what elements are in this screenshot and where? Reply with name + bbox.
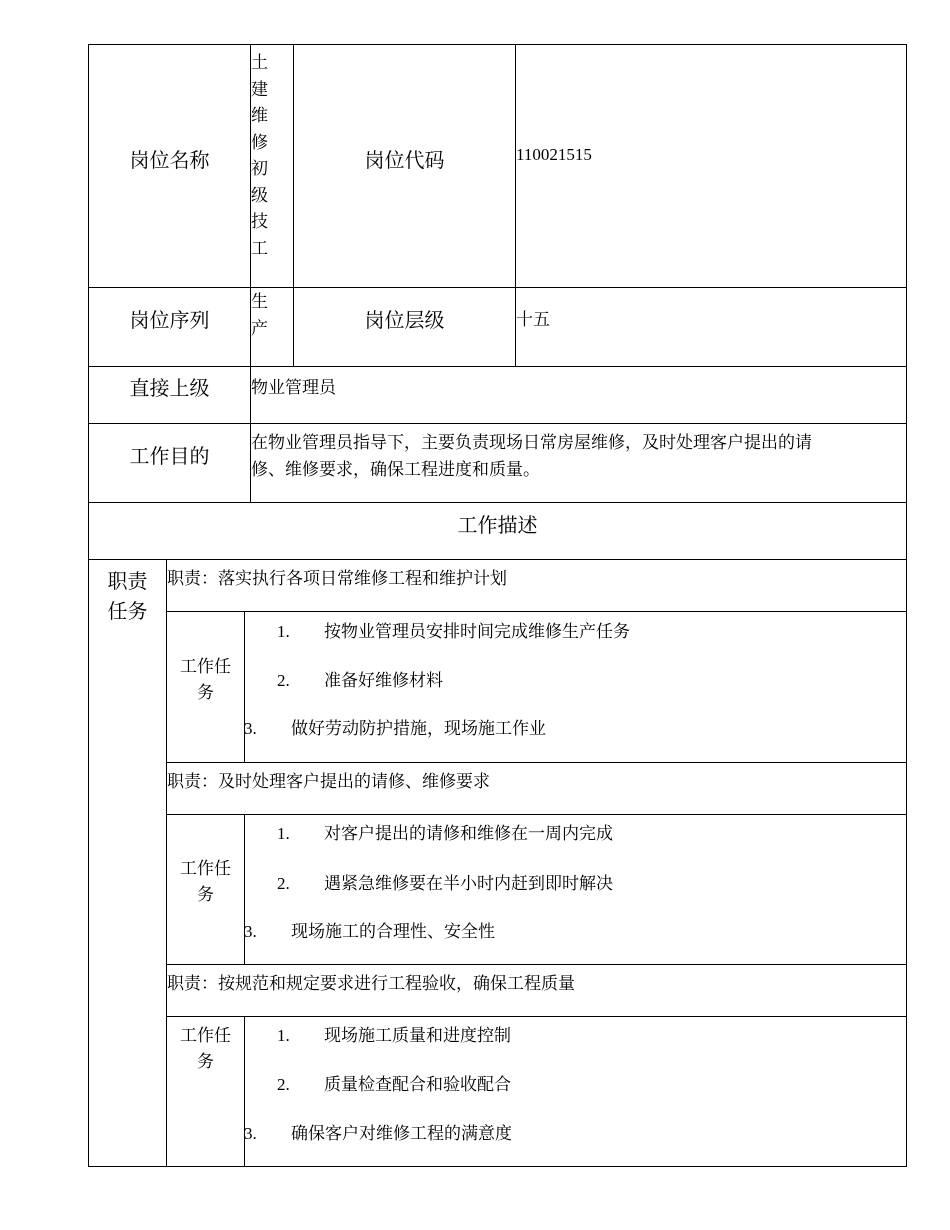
- task-number: 1.: [277, 1026, 290, 1045]
- duties-label-line-2: 任务: [107, 601, 148, 623]
- task-text: 质量检查配合和验收配合: [324, 1075, 511, 1094]
- position-code-label: 岗位代码: [364, 150, 445, 172]
- position-code-value-cell: [515, 44, 907, 288]
- task-number: 2.: [277, 874, 290, 893]
- position-name-value: 土建维修初级技工: [251, 53, 268, 258]
- description-title: 工作描述: [457, 515, 538, 537]
- task-text: 做好劳动防护措施，现场施工作业: [291, 719, 546, 738]
- duties-label-cell: [88, 559, 167, 1167]
- task-number: 1.: [277, 824, 290, 843]
- level-value: 十五: [516, 310, 550, 329]
- task-label-line-1: 工作任: [180, 859, 231, 878]
- level-label: 岗位层级: [364, 310, 445, 332]
- task-item: [277, 869, 613, 894]
- supervisor-value-cell: [250, 366, 907, 424]
- task-item: [244, 1119, 512, 1144]
- task-text: 对客户提出的请修和维修在一周内完成: [324, 824, 613, 843]
- duty-title: 职责：按规范和规定要求进行工程验收，确保工程质量: [167, 974, 575, 993]
- task-item: [277, 1021, 511, 1046]
- level-value-cell: [515, 287, 907, 367]
- sequence-value: 生产: [251, 292, 268, 338]
- duty-title: 职责：及时处理客户提出的请修、维修要求: [167, 772, 490, 791]
- task-label-line-1: 工作任: [180, 657, 231, 676]
- task-text: 确保客户对维修工程的满意度: [291, 1124, 512, 1143]
- task-item: [277, 819, 613, 844]
- supervisor-label: 直接上级: [129, 378, 210, 400]
- task-text: 现场施工的合理性、安全性: [291, 922, 495, 941]
- sequence-label: 岗位序列: [129, 310, 210, 332]
- task-text: 准备好维修材料: [324, 671, 443, 690]
- task-text: 按物业管理员安排时间完成维修生产任务: [324, 622, 630, 641]
- position-code-value: 110021515: [516, 145, 592, 164]
- purpose-line-1: 在物业管理员指导下，主要负责现场日常房屋维修，及时处理客户提出的请: [251, 433, 812, 452]
- task-number: 3.: [244, 719, 257, 738]
- task-text: 遇紧急维修要在半小时内赶到即时解决: [324, 874, 613, 893]
- duties-label-line-1: 职责: [107, 571, 148, 593]
- task-text: 现场施工质量和进度控制: [324, 1026, 511, 1045]
- task-number: 1.: [277, 622, 290, 641]
- position-name-label: 岗位名称: [129, 150, 210, 172]
- task-number: 2.: [277, 1075, 290, 1094]
- task-label-line-2: 务: [197, 885, 214, 904]
- task-item: [277, 1070, 511, 1095]
- task-label-line-1: 工作任: [180, 1026, 231, 1045]
- task-number: 2.: [277, 671, 290, 690]
- task-number: 3.: [244, 922, 257, 941]
- task-item: [244, 917, 495, 942]
- task-label-line-2: 务: [197, 683, 214, 702]
- task-item: [277, 666, 443, 691]
- purpose-line-2: 修、维修要求，确保工程进度和质量。: [251, 460, 540, 479]
- supervisor-value: 物业管理员: [251, 378, 336, 397]
- task-item: [244, 714, 546, 739]
- duty-title: 职责：落实执行各项日常维修工程和维护计划: [167, 569, 507, 588]
- task-label-line-2: 务: [197, 1052, 214, 1071]
- task-number: 3.: [244, 1124, 257, 1143]
- task-item: [277, 617, 630, 642]
- purpose-label: 工作目的: [129, 446, 210, 468]
